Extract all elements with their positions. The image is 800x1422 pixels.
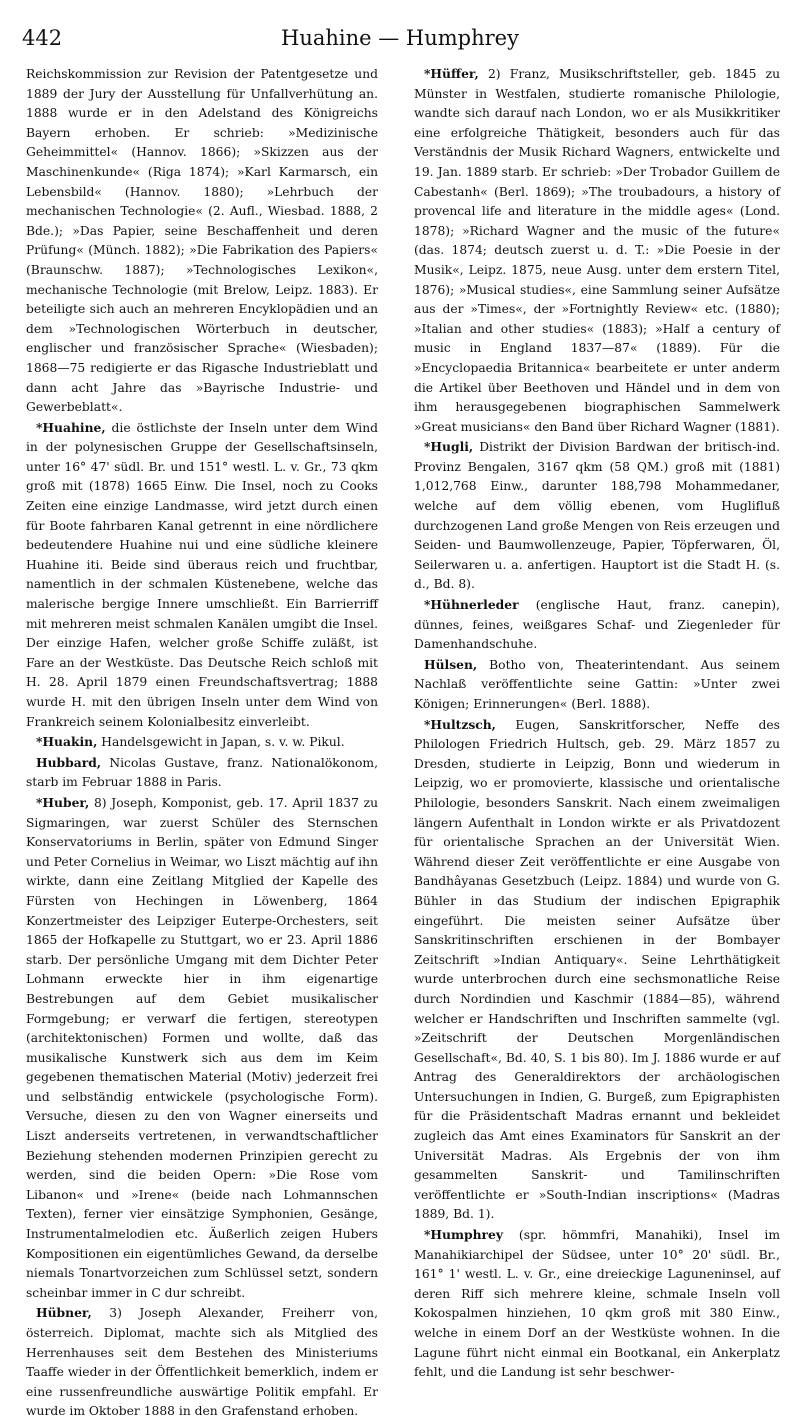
entry-hubbard: [26, 753, 378, 793]
entry-hueffer: [414, 64, 780, 437]
entry-huelsen: [414, 655, 780, 715]
entry-hultzsch: [414, 715, 780, 1225]
entry-text: 2) Franz, Musikschriftsteller, geb. 1845 zu Münster in Westfalen, studierte romanische Philologie, wandte sich darauf nach London, wo er als Musikkritiker eine erfolgreiche Thätigkeit, besonders auch für das Verständnis der Musik Richard Wagners, entwickelte und 19. Jan. 1889 starb. Er schrieb: »Der Trobador Guillem de Cabestanh« (Berl. 1869); »The troubadours, a history of provencal life and literature in the middle ages« (Lond. 1878); »Richard Wagner and the music of the future« (das. 1874; deutsch zuerst u. d. T.: »Die Poesie in der Musik«, Leipz. 1875, neue Ausg. unter dem erstern Titel, 1876); »Musical studies«, eine Sammlung seiner Aufsätze aus der »Times«, der »Fortnightly Review« etc. (1880); »Italian and other studies« (1883); »Half a century of music in England 1837—87« (1889). Für die »Encyclopaedia Britannica« bearbeitete er unter anderm die Artikel über Beethoven und Händel und in dem von ihm herausgegebenen biographischen Sammelwerk »Great musicians« den Band über Richard Wagner (1881).: [414, 67, 780, 434]
entry-hugli: [414, 437, 780, 595]
headword: *Humphrey: [424, 1227, 503, 1243]
entry-text: (englische Haut, franz. canepin), dünnes, feines, weißgares Schaf- und Ziegenleder für Damenhandschuhe.: [414, 598, 780, 652]
entry-text: Handelsgewicht in Japan, s. v. w. Pikul.: [97, 735, 345, 750]
entry-humphrey: [414, 1225, 780, 1383]
running-head: Huahine — Humphrey: [281, 26, 519, 50]
page-header: [22, 26, 778, 56]
headword: *Huakin,: [36, 734, 98, 750]
headword: Hubbard,: [36, 754, 102, 770]
continuation-paragraph: [26, 64, 378, 418]
left-column: [26, 64, 378, 1419]
page-number: 442: [22, 26, 63, 50]
entry-text: Nicolas Gustave, franz. Nationalökonom, starb im Februar 1888 in Paris.: [26, 755, 378, 790]
headword: Hülsen,: [424, 656, 478, 672]
entry-text: (spr. hömmfri, Manahiki), Insel im Manahikiarchipel der Südsee, unter 10° 20' südl. Br., 161° 1' westl. L. v. Gr., eine dreieckige Laguneninsel, auf deren Riff sich mehrere kleine, schmale Inseln voll Kokospalmen hinziehen, 10 qkm groß mit 380 Einw., welche in einem Dorf an der Westküste wohnen. In die Lagune führt nicht einmal ein Bootkanal, ein Ankerplatz fehlt, und die Landung ist sehr beschwer-: [414, 1228, 780, 1380]
headword: *Huahine,: [36, 419, 106, 435]
headword: Hübner,: [36, 1305, 92, 1321]
entry-huber: [26, 793, 378, 1303]
headword: *Hühnerleder: [424, 597, 519, 613]
right-column: [414, 64, 780, 1380]
headword: *Hüffer,: [424, 66, 479, 81]
headword: *Huber,: [36, 794, 90, 810]
entry-text: Eugen, Sanskritforscher, Neffe des Philologen Friedrich Hultsch, geb. 29. März 1857 zu Dresden, studierte in Leipzig, Bonn und wiederum in Leipzig, wo er promovierte, klassische und orientalische Philologie, besonders Sanskrit. Nach einem zweimaligen längern Aufenthalt in London wirkte er als Privatdozent für orientalische Sprachen an der Universität Wien. Während dieser Zeit veröffentlichte er eine Ausgabe von Bandhâyanas Gesetzbuch (Leipz. 1884) und wurde von G. Bühler in das Studium der indischen Epigraphik eingeführt. Die meisten seiner Aufsätze über Sanskritinschriften erschienen in der Bombayer Zeitschrift »Indian Antiquary«. Seine Lehrthätigkeit wurde unterbrochen durch eine sechsmonatliche Reise durch Nordindien und Kaschmir (1884—85), während welcher er Handschriften und Inschriften sammelte (vgl. »Zeitschrift der Deutschen Morgenländischen Gesellschaft«, Bd. 40, S. 1 bis 80). Im J. 1886 wurde er auf Antrag des Generaldirektors der archäologischen Untersuchungen in Indien, G. Burgeß, zum Epigraphisten für die Präsidentschaft Madras ernannt und bekleidet zugleich das Amt eines Examinators für Sanskrit an der Universität Madras. Als Ergebnis der von ihm gesammelten Sanskrit- und Tamilinschriften veröffentlichte er »South-Indian inscriptions« (Madras 1889, Bd. 1).: [414, 717, 780, 1222]
entry-huakin: [26, 732, 378, 753]
entry-huehnerleder: [414, 595, 780, 655]
entry-text: Distrikt der Division Bardwan der britisch-ind. Provinz Bengalen, 3167 qkm (58 QM.) groß mit (1881) 1,012,768 Einw., darunter 188,798 Mohammedaner, welche auf dem völlig ebenen, vom Huglifluß durchzogenen Land große Mengen von Reis erzeugen und Seiden- und Baumwollenzeuge, Papier, Töpferwaren, Öl, Seilerwaren u. a. anfertigen. Hauptort ist die Stadt H. (s. d., Bd. 8).: [414, 440, 780, 592]
entry-huahine: [26, 418, 378, 733]
entry-text: 3) Joseph Alexander, Freiherr von, österreich. Diplomat, machte sich als Mitglied des Herrenhauses seit dem Bestehen des Ministeriums Taaffe wieder in der Öffentlichkeit bemerklich, indem er eine russenfreundliche auswärtige Politik empfahl. Er wurde im Oktober 1888 in den Grafenstand erhoben.: [26, 1306, 378, 1419]
entry-huebner: [26, 1303, 378, 1422]
entry-text: 8) Joseph, Komponist, geb. 17. April 1837 zu Sigmaringen, war zuerst Schüler des Sternschen Konservatoriums in Berlin, später von Edmund Singer und Peter Cornelius in Weimar, wo Liszt mächtig auf ihn wirkte, dann eine Zeitlang Mitglied der Kapelle des Fürsten von Hechingen in Löwenberg, 1864 Konzertmeister des Leipziger Euterpe-Orchesters, seit 1865 der Hofkapelle zu Stuttgart, wo er 23. April 1886 starb. Der persönliche Umgang mit dem Dichter Peter Lohmann erweckte hier in ihm eigenartige Bestrebungen auf dem Gebiet musikalischer Formgebung; er verwarf die fertigen, stereotypen (architektonischen) Formen und wollte, daß das musikalische Kunstwerk sich aus dem im Keim gegebenen thematischen Material (Motiv) jederzeit frei und selbständig entwickele (psychologische Form). Versuche, diesen zu den von Wagner einerseits und Liszt anderseits vertretenen, in verwandtschaftlicher Beziehung stehenden modernen Prinzipien gerecht zu werden, sind die beiden Opern: »Die Rose vom Libanon« und »Irene« (beide nach Lohmannschen Texten), ferner vier einsätzige Symphonien, Gesänge, Instrumentalmelodien etc. Äußerlich zeigen Hubers Kompositionen ein eigentümliches Gewand, da derselbe niemals Tonartvorzeichen zum Schlüssel setzt, sondern scheinbar immer in C dur schreibt.: [26, 795, 378, 1300]
entry-text: die östlichste der Inseln unter dem Wind in der polynesischen Gruppe der Gesellschaftsinseln, unter 16° 47' südl. Br. und 151° westl. L. v. Gr., 73 qkm groß mit (1878) 1665 Einw. Die Insel, noch zu Cooks Zeiten eine einzige Landmasse, wird jetzt durch einen für Boote fahrbaren Kanal getrennt in eine nördlichere bedeutendere Huahine nui und eine südliche kleinere Huahine iti. Beide sind überaus reich und fruchtbar, namentlich in der schmalen Küstenebene, welche das malerische bergige Innere umschließt. Ein Barrierriff mit mehreren meist schmalen Kanälen umgibt die Insel. Der einzige Hafen, welcher große Schiffe zuläßt, ist Fare an der Westküste. Das Deutsche Reich schloß mit H. 28. April 1879 einen Freundschaftsvertrag; 1888 wurde H. mit den übrigen Inseln unter dem Wind von Frankreich seinem Kolonialbesitz einverleibt.: [26, 420, 378, 729]
entry-text: Reichskommission zur Revision der Patentgesetze und 1889 der Jury der Ausstellung für Unfallverhütung an. 1888 wurde er in den Adelstand des Königreichs Bayern erhoben. Er schrieb: »Medizinische Geheimmittel« (Hannov. 1866); »Skizzen aus der Maschinenkunde« (Riga 1874); »Karl Karmarsch, ein Lebensbild« (Hannov. 1880); »Lehrbuch der mechanischen Technologie« (2. Aufl., Wiesbad. 1888, 2 Bde.); »Das Papier, seine Beschaffenheit und deren Prüfung« (Münch. 1882); »Die Fabrikation des Papiers« (Braunschw. 1887); »Technologisches Lexikon«, mechanische Technologie (mit Brelow, Leipz. 1883). Er beteiligte sich auch an mehreren Encyklopädien und an dem »Technologischen Wörterbuch in deutscher, englischer und französischer Sprache« (Wiesbaden); 1868—75 redigierte er das Rigasche Industrieblatt und dann acht Jahre das »Bayrische Industrie- und Gewerbeblatt«.: [26, 67, 378, 415]
headword: *Hugli,: [424, 439, 474, 455]
headword: *Hultzsch,: [424, 716, 496, 732]
entry-text: Botho von, Theaterintendant. Aus seinem Nachlaß veröffentlichte seine Gattin: »Unter zwei Königen; Erinnerungen« (Berl. 1888).: [414, 657, 780, 711]
